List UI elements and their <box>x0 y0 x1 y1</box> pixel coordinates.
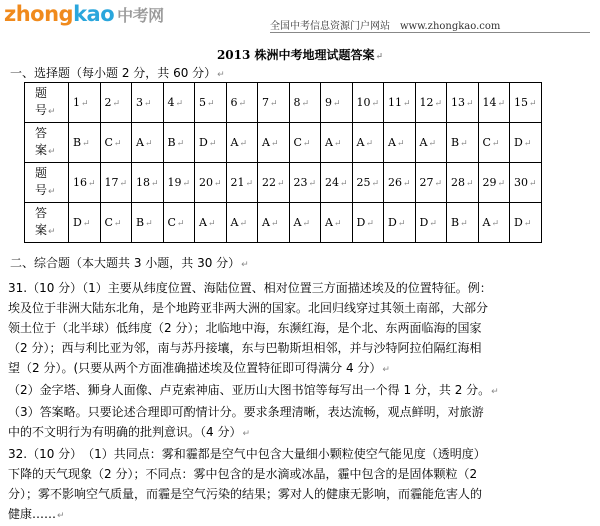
paragraph-mark-icon: ↵ <box>238 99 247 109</box>
question-number-cell-text: 14 <box>482 96 497 109</box>
question-number-cell <box>478 83 510 123</box>
paragraph-mark-icon: ↵ <box>523 219 532 229</box>
question-number-cell <box>195 83 227 123</box>
header-cell-number <box>25 163 69 203</box>
q32-line: 32.（10 分） （1）共同点：雾和霾都是空气中包含大量细小颗粒使空气能见度（透明度） <box>8 447 486 461</box>
answer-cell <box>321 203 353 243</box>
paragraph-mark-icon: ↵ <box>214 179 222 189</box>
q31-line: （2 分）；西与利比亚为邻，南与苏丹接壤，东与巴勒斯坦相邻，并与沙特阿拉伯隔红海相 <box>8 341 482 355</box>
answer-cell <box>226 203 258 243</box>
logo-zhong: zhong <box>4 2 74 26</box>
paragraph-mark-icon: ↵ <box>48 186 56 197</box>
paragraph-mark-icon: ↵ <box>207 219 216 229</box>
paragraph-mark-icon: ↵ <box>434 179 443 189</box>
answer-cell-text: D <box>514 136 523 149</box>
header-char: 号 <box>35 102 48 117</box>
answer-cell <box>163 123 195 163</box>
paragraph-mark-icon: ↵ <box>429 219 437 229</box>
question-number-cell <box>510 163 542 203</box>
answer-cell <box>195 203 227 243</box>
question-number-cell <box>132 83 164 123</box>
question-number-cell-text: 3 <box>136 96 143 109</box>
paragraph-mark-icon: ↵ <box>208 139 217 149</box>
paragraph-mark-icon: ↵ <box>48 146 56 157</box>
question-number-cell <box>352 83 384 123</box>
paragraph-mark-icon: ↵ <box>366 219 374 229</box>
header-divider <box>270 32 590 33</box>
paragraph-mark-icon: ↵ <box>270 99 278 109</box>
paragraph-mark-icon: ↵ <box>497 179 506 189</box>
paragraph-mark-icon: ↵ <box>82 139 90 149</box>
paragraph-mark-icon: ↵ <box>112 99 121 109</box>
question-number-cell-text: 28 <box>451 176 465 189</box>
question-number-cell <box>258 83 290 123</box>
paragraph-mark-icon: ↵ <box>375 52 384 62</box>
answer-cell-text: B <box>451 216 460 229</box>
question-number-cell-text: 21 <box>230 176 245 189</box>
question-number-cell-text: 11 <box>388 96 402 109</box>
paragraph-mark-icon: ↵ <box>48 226 56 237</box>
paragraph-mark-icon: ↵ <box>144 139 153 149</box>
question-number-cell <box>447 163 479 203</box>
paragraph-mark-icon: ↵ <box>333 219 342 229</box>
paragraph-mark-icon: ↵ <box>175 99 184 109</box>
paragraph-mark-icon: ↵ <box>144 99 152 109</box>
answer-cell-text: A <box>325 216 333 229</box>
question-number-cell-text: 8 <box>293 96 301 109</box>
answer-cell-text: C <box>482 136 491 149</box>
paragraph-mark-icon: ↵ <box>270 139 279 149</box>
answer-cell <box>447 203 479 243</box>
paragraph-mark-icon: ↵ <box>460 139 468 149</box>
paragraph-mark-icon: ↵ <box>241 260 249 270</box>
answer-cell-text: A <box>325 136 333 149</box>
question-number-cell <box>226 83 258 123</box>
paragraph-mark-icon: ↵ <box>48 106 56 117</box>
answer-cell-text: D <box>73 216 82 229</box>
question-number-cell <box>384 83 416 123</box>
site-name: 全国中考信息资源门户网站 <box>270 21 390 32</box>
question-number-cell <box>226 163 258 203</box>
answer-cell <box>132 203 164 243</box>
answer-cell-text: D <box>388 216 397 229</box>
section-2-heading <box>10 254 249 271</box>
paragraph-mark-icon: ↵ <box>277 179 285 189</box>
question-number-cell <box>100 163 132 203</box>
q32-line: 分）；雾不影响空气质量，而霾是空气污染的结果；雾对人的健康无影响，而霾能危害人的 <box>8 487 483 501</box>
question-number-cell-text: 2 <box>104 96 112 109</box>
paragraph-mark-icon: ↵ <box>182 179 191 189</box>
question-number-cell <box>69 83 101 123</box>
question-number-cell-text: 7 <box>262 96 269 109</box>
answer-cell-text: C <box>104 136 113 149</box>
header-cell-answer <box>25 203 69 243</box>
question-number-cell <box>384 163 416 203</box>
question-number-cell <box>289 163 321 203</box>
answer-cell-text: C <box>293 136 302 149</box>
q31-line-text: 中的不文明行为有明确的批判意识。（4 分） <box>8 425 242 439</box>
answer-cell-text: D <box>419 216 429 229</box>
table-row-numbers-1 <box>25 83 542 123</box>
q32-line: 下降的天气现象（2 分）；不同点：雾中包含的是水滴或冰晶，霾中包含的是固体颗粒（2 <box>8 467 478 481</box>
site-url[interactable]: www.zhongkao.com <box>400 21 501 32</box>
paragraph-mark-icon: ↵ <box>57 511 65 521</box>
question-number-cell <box>510 83 542 123</box>
answer-cell-text: C <box>104 216 113 229</box>
question-number-cell-text: 25 <box>356 176 371 189</box>
paragraph-mark-icon: ↵ <box>434 99 443 109</box>
section-1-text: 一、选择题（每小题 2 分，共 60 分） <box>10 66 217 80</box>
paragraph-mark-icon: ↵ <box>176 139 185 149</box>
question-number-cell <box>478 163 510 203</box>
paragraph-mark-icon: ↵ <box>491 387 499 397</box>
answer-cell-text: D <box>199 136 208 149</box>
question-number-cell-text: 18 <box>136 176 150 189</box>
question-number-cell-text: 29 <box>482 176 497 189</box>
paragraph-mark-icon: ↵ <box>119 179 128 189</box>
answer-cell-text: A <box>293 216 302 229</box>
answer-cell-text: A <box>388 136 396 149</box>
paragraph-mark-icon: ↵ <box>207 99 215 109</box>
answer-cell <box>258 123 290 163</box>
header-label <box>35 126 56 157</box>
table-row-numbers-2 <box>25 163 542 203</box>
zhongkao-logo[interactable] <box>4 2 164 26</box>
answer-cell <box>478 203 510 243</box>
answer-cell-text: D <box>356 216 366 229</box>
answer-cell-text: A <box>356 136 365 149</box>
question-number-cell-text: 12 <box>419 96 434 109</box>
question-number-cell-text: 30 <box>514 176 528 189</box>
header-cell-answer <box>25 123 69 163</box>
question-number-cell <box>258 163 290 203</box>
question-number-cell-text: 19 <box>167 176 182 189</box>
answer-cell-text: B <box>451 136 460 149</box>
paragraph-mark-icon: ↵ <box>529 99 537 109</box>
answer-cell <box>352 203 384 243</box>
question-number-cell <box>289 83 321 123</box>
answer-cell <box>415 123 447 163</box>
paragraph-mark-icon: ↵ <box>365 139 373 149</box>
question-number-cell <box>415 163 447 203</box>
paragraph-mark-icon: ↵ <box>82 219 91 229</box>
q31-line-text: （2）金字塔、狮身人面像、卢克索神庙、亚历山大图书馆等每写出一个得 1 分，共 2 分。 <box>8 383 491 397</box>
answer-cell-text: B <box>167 136 176 149</box>
answer-cell-text: A <box>482 216 491 229</box>
paragraph-mark-icon: ↵ <box>176 219 185 229</box>
section-2-text: 二、综合题（本大题共 3 小题，共 30 分） <box>10 256 241 270</box>
section-1-heading <box>10 64 225 81</box>
q31-line <box>8 380 592 402</box>
answer-cell <box>69 203 101 243</box>
table-row-answers-2 <box>25 203 542 243</box>
question-number-cell <box>447 83 479 123</box>
header-char: 题 <box>35 165 48 180</box>
question-number-cell <box>352 163 384 203</box>
paragraph-mark-icon: ↵ <box>151 179 159 189</box>
answer-cell <box>163 203 195 243</box>
question-number-cell-text: 17 <box>104 176 119 189</box>
question-number-cell <box>163 83 195 123</box>
paragraph-mark-icon: ↵ <box>397 219 406 229</box>
q31-line <box>8 358 592 380</box>
document-title <box>0 46 600 63</box>
paragraph-mark-icon: ↵ <box>403 99 411 109</box>
question-number-cell-text: 6 <box>230 96 238 109</box>
question-number-cell-text: 1 <box>73 96 80 109</box>
q31-line-text: 望（2 分）。(只要从两个方面准确描述埃及位置特征即可得满分 4 分） <box>8 361 382 375</box>
question-number-cell <box>132 163 164 203</box>
header-char: 题 <box>35 85 48 100</box>
answer-cell-text: A <box>419 136 428 149</box>
question-number-cell-text: 26 <box>388 176 402 189</box>
paragraph-mark-icon: ↵ <box>491 219 499 229</box>
answer-cell <box>384 203 416 243</box>
title-text: 2013 株洲中考地理试题答案 <box>216 48 375 62</box>
page-header <box>0 0 600 40</box>
answer-cell <box>384 123 416 163</box>
question-number-cell <box>69 163 101 203</box>
paragraph-mark-icon: ↵ <box>396 139 405 149</box>
question-number-cell-text: 23 <box>293 176 308 189</box>
question-number-cell <box>321 163 353 203</box>
paragraph-mark-icon: ↵ <box>81 99 89 109</box>
answer-cell <box>195 123 227 163</box>
paragraph-mark-icon: ↵ <box>529 179 537 189</box>
paragraph-mark-icon: ↵ <box>428 139 436 149</box>
header-char: 案 <box>35 142 48 157</box>
paragraph-mark-icon: ↵ <box>403 179 411 189</box>
question-number-cell-text: 10 <box>356 96 371 109</box>
q31-line <box>8 422 592 444</box>
paragraph-mark-icon: ↵ <box>333 99 341 109</box>
answer-table <box>24 82 542 243</box>
paragraph-mark-icon: ↵ <box>302 139 311 149</box>
question-number-cell-text: 4 <box>167 96 175 109</box>
header-char: 答 <box>35 125 48 140</box>
paragraph-mark-icon: ↵ <box>333 139 342 149</box>
answer-cell <box>289 123 321 163</box>
paragraph-mark-icon: ↵ <box>371 99 380 109</box>
header-char: 号 <box>35 182 48 197</box>
logo-cn: 中考网 <box>117 6 164 25</box>
paragraph-mark-icon: ↵ <box>270 219 279 229</box>
paragraph-mark-icon: ↵ <box>466 179 474 189</box>
answer-cell <box>510 123 542 163</box>
paragraph-mark-icon: ↵ <box>245 179 254 189</box>
q31-line: （3）答案略。只要论述合理即可酌情计分。要求条理清晰，表达流畅，观点鲜明，对旅游 <box>8 405 484 419</box>
answer-cell-text: B <box>136 216 145 229</box>
question-number-cell-text: 16 <box>73 176 87 189</box>
answer-cell <box>321 123 353 163</box>
question-number-cell-text: 27 <box>419 176 434 189</box>
paragraph-mark-icon: ↵ <box>217 70 225 80</box>
paragraph-mark-icon: ↵ <box>301 99 310 109</box>
question-number-cell <box>195 163 227 203</box>
question-number-cell-text: 20 <box>199 176 213 189</box>
header-label <box>35 86 56 117</box>
table-row-answers-1 <box>25 123 542 163</box>
paragraph-mark-icon: ↵ <box>340 179 348 189</box>
header-label <box>35 166 56 197</box>
logo-kao: kao <box>73 2 115 26</box>
paragraph-mark-icon: ↵ <box>239 219 247 229</box>
answer-cell <box>100 203 132 243</box>
paragraph-mark-icon: ↵ <box>239 139 247 149</box>
question-number-cell <box>163 163 195 203</box>
paragraph-mark-icon: ↵ <box>88 179 96 189</box>
answer-cell <box>478 123 510 163</box>
paragraph-mark-icon: ↵ <box>302 219 310 229</box>
question-number-cell <box>415 83 447 123</box>
answer-cell-text: A <box>262 216 270 229</box>
answer-cell-text: A <box>199 216 207 229</box>
question-number-cell-text: 24 <box>325 176 339 189</box>
paragraph-mark-icon: ↵ <box>523 139 532 149</box>
answer-cell <box>100 123 132 163</box>
paragraph-mark-icon: ↵ <box>466 99 474 109</box>
q31-line: 31.（10 分）（1）主要从纬度位置、海陆位置、相对位置三方面描述埃及的位置特征。例： <box>8 281 492 295</box>
question-number-cell <box>321 83 353 123</box>
q32-line <box>8 504 592 526</box>
header-char: 案 <box>35 222 48 237</box>
paragraph-mark-icon: ↵ <box>308 179 317 189</box>
answer-body <box>8 278 592 526</box>
answer-cell <box>69 123 101 163</box>
question-number-cell-text: 13 <box>451 96 465 109</box>
answer-cell <box>447 123 479 163</box>
paragraph-mark-icon: ↵ <box>113 219 122 229</box>
header-char: 答 <box>35 205 48 220</box>
paragraph-mark-icon: ↵ <box>242 429 250 439</box>
answer-cell-text: A <box>262 136 270 149</box>
paragraph-mark-icon: ↵ <box>491 139 500 149</box>
answer-cell <box>510 203 542 243</box>
question-number-cell-text: 15 <box>514 96 528 109</box>
question-number-cell <box>100 83 132 123</box>
q31-line: 领土位于（北半球）低纬度（2 分）；北临地中海，东濒红海，是个北、东两面临海的国家 <box>8 321 482 335</box>
q31-line: 埃及位于非洲大陆东北角，是个地跨亚非两大洲的国家。北回归线穿过其领土南部，大部分 <box>8 301 489 315</box>
answer-cell-text: A <box>136 136 144 149</box>
paragraph-mark-icon: ↵ <box>113 139 122 149</box>
paragraph-mark-icon: ↵ <box>382 365 390 375</box>
answer-cell <box>132 123 164 163</box>
question-number-cell-text: 9 <box>325 96 332 109</box>
answer-cell <box>289 203 321 243</box>
header-cell-number <box>25 83 69 123</box>
paragraph-mark-icon: ↵ <box>371 179 380 189</box>
paragraph-mark-icon: ↵ <box>145 219 153 229</box>
site-info <box>270 17 500 32</box>
answer-cell-text: A <box>230 216 239 229</box>
answer-cell <box>352 123 384 163</box>
answer-cell <box>226 123 258 163</box>
answer-cell-text: B <box>73 136 82 149</box>
q32-line-text: 健康…… <box>8 507 57 521</box>
paragraph-mark-icon: ↵ <box>497 99 506 109</box>
question-number-cell-text: 22 <box>262 176 276 189</box>
answer-cell-text: A <box>230 136 239 149</box>
header-label <box>35 206 56 237</box>
answer-cell-text: C <box>167 216 176 229</box>
question-number-cell-text: 5 <box>199 96 206 109</box>
answer-cell <box>415 203 447 243</box>
paragraph-mark-icon: ↵ <box>460 219 468 229</box>
answer-cell-text: D <box>514 216 523 229</box>
answer-cell <box>258 203 290 243</box>
